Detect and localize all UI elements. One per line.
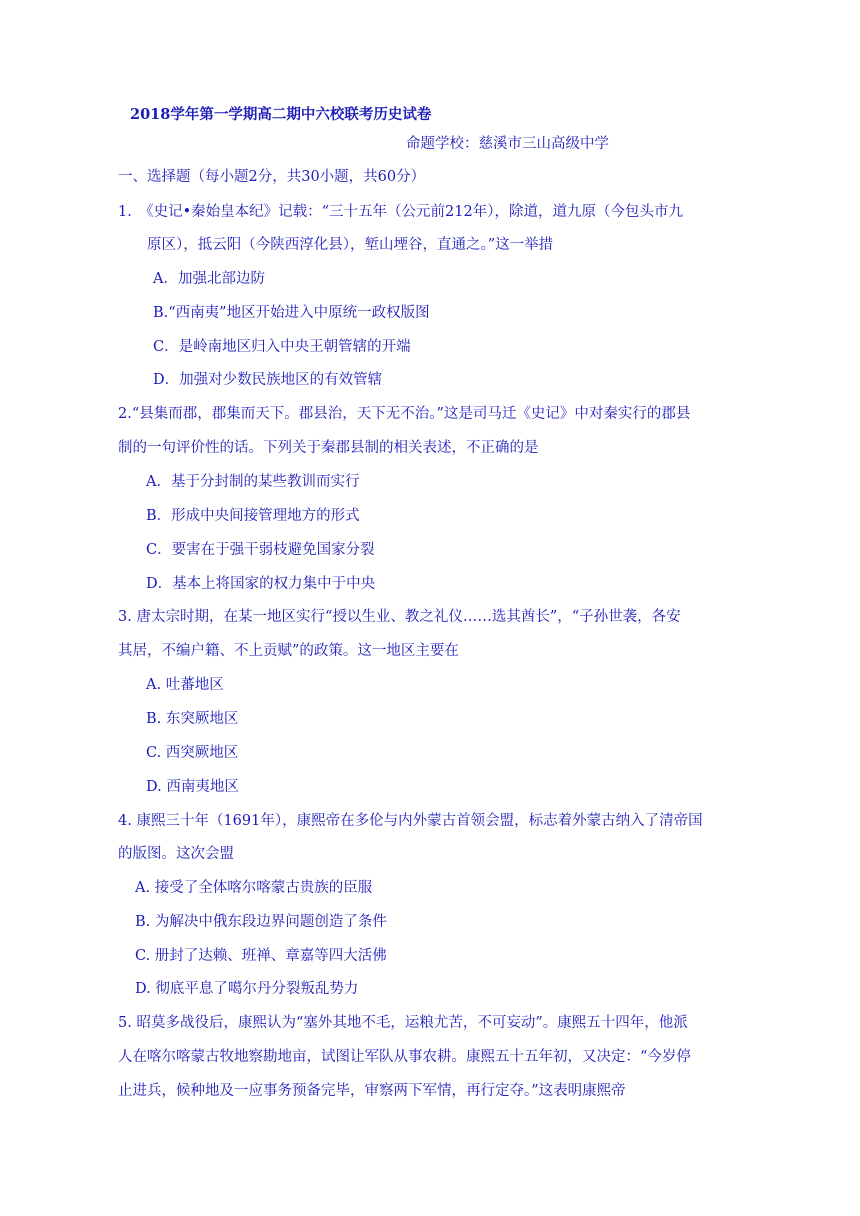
question-5-stem-line-1: 5. 昭莫多战役后，康熙认为“塞外其地不毛，运粮尤苦，不可妄动”。康熙五十四年，他派: [118, 1015, 688, 1031]
question-1-option-b: B.“西南夷”地区开始进入中原统一政权版图: [153, 305, 430, 321]
question-1-stem-line-2: 原区），抵云阳（今陕西淳化县），堑山堙谷，直通之。”这一举措: [147, 237, 554, 253]
question-4-option-d: D. 彻底平息了噶尔丹分裂叛乱势力: [135, 981, 359, 997]
question-1-option-d: D．加强对少数民族地区的有效管辖: [153, 372, 383, 388]
question-2-option-b: B．形成中央间接管理地方的形式: [146, 508, 360, 524]
question-2-stem-line-1: 2.“县集而郡，郡集而天下。郡县治，天下无不治。”这是司马迁《史记》中对秦实行的郡县: [118, 406, 691, 422]
question-5-stem-line-3: 止进兵，候种地及一应事务预备完毕，审察两下军情，再行定夺。”这表明康熙帝: [118, 1083, 626, 1099]
exam-title: 2018学年第一学期高二期中六校联考历史试卷: [130, 106, 432, 123]
question-2-option-a: A．基于分封制的某些教训而实行: [146, 474, 360, 490]
question-4-stem-line-1: 4. 康熙三十年（1691年），康熙帝在多伦与内外蒙古首领会盟，标志着外蒙古纳入了清帝国: [118, 813, 703, 829]
question-2-option-c: C．要害在于强干弱枝避免国家分裂: [146, 542, 375, 558]
question-3-stem-line-1: 3. 唐太宗时期，在某一地区实行“授以生业、教之礼仪……选其酋长”，“子孙世袭，各安: [118, 609, 681, 625]
question-3-option-d: D. 西南夷地区: [146, 779, 239, 795]
question-4-option-b: B. 为解决中俄东段边界问题创造了条件: [135, 914, 387, 930]
school-name: 命题学校：慈溪市三山高级中学: [406, 136, 609, 152]
question-4-option-a: A. 接受了全体喀尔喀蒙古贵族的臣服: [135, 880, 373, 896]
question-1-option-a: A．加强北部边防: [153, 271, 265, 287]
question-4-option-c: C. 册封了达赖、班禅、章嘉等四大活佛: [135, 948, 387, 964]
question-2-option-d: D．基本上将国家的权力集中于中央: [146, 576, 376, 592]
question-3-stem-line-2: 其居，不编户籍、不上贡赋”的政策。这一地区主要在: [118, 643, 459, 659]
question-3-option-b: B. 东突厥地区: [146, 711, 239, 727]
question-1-option-c: C．是岭南地区归入中央王朝管辖的开端: [153, 339, 411, 355]
section-heading: 一、选择题（每小题2分，共30小题，共60分）: [118, 169, 426, 185]
question-3-option-c: C. 西突厥地区: [146, 745, 239, 761]
question-2-stem-line-2: 制的一句评价性的话。下列关于秦郡县制的相关表述，不正确的是: [118, 440, 539, 456]
question-1-stem-line-1: 1. 《史记•秦始皇本纪》记载：“三十五年（公元前212年），除道，道九原（今包头市九: [118, 204, 683, 220]
question-4-stem-line-2: 的版图。这次会盟: [118, 846, 234, 862]
question-5-stem-line-2: 人在喀尔喀蒙古牧地察勘地亩，试图让军队从事农耕。康熙五十五年初，又决定：“今岁停: [118, 1049, 691, 1065]
question-3-option-a: A. 吐蕃地区: [146, 677, 224, 693]
